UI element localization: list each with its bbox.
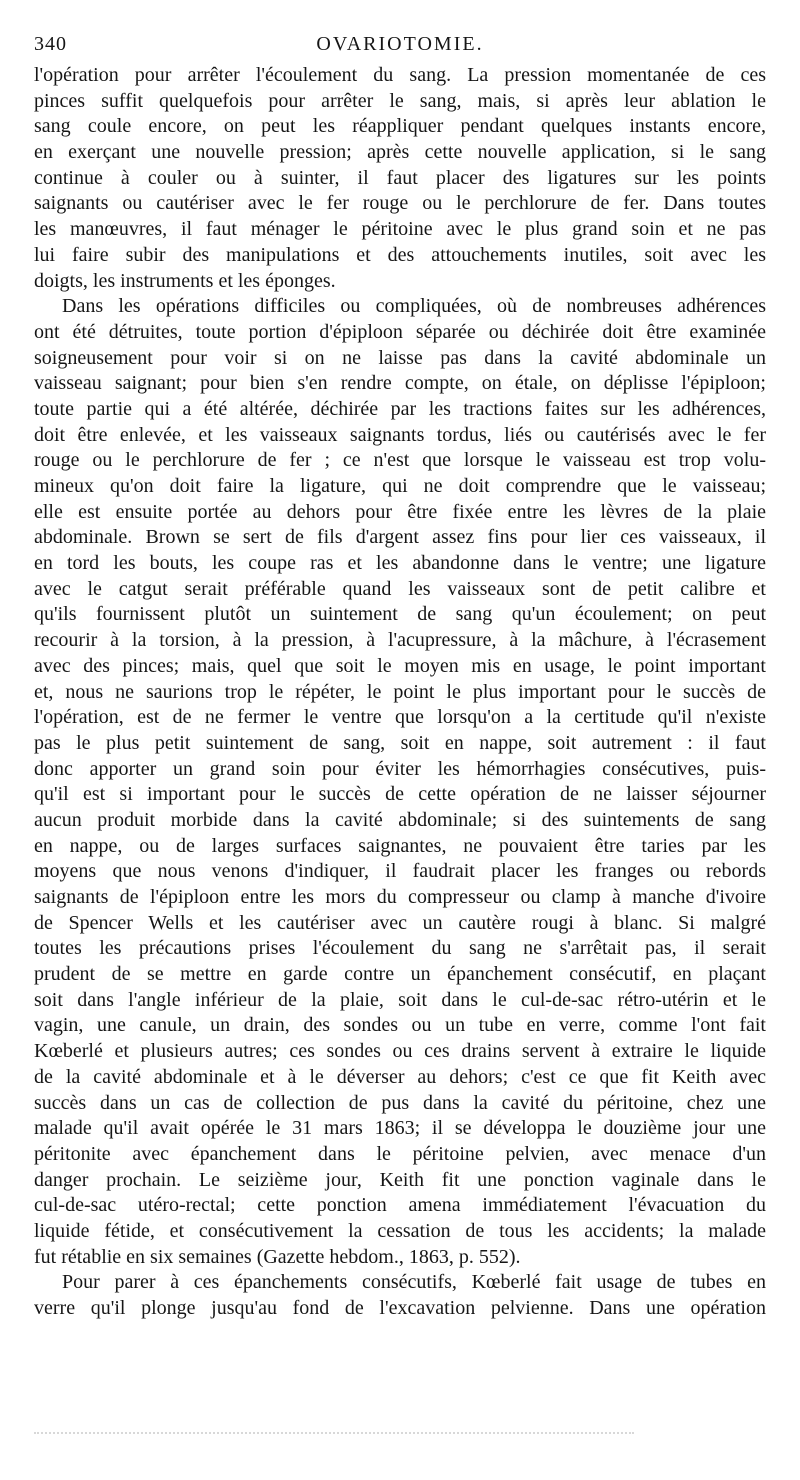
text-line: Kœberlé et plusieurs autres; ces sondes ou ces drains servent à extraire le liquide (34, 1040, 766, 1063)
text-line: les manœuvres, il faut ménager le péritoine avec le plus grand soin et ne pas (34, 218, 766, 241)
text-line: moyens que nous venons d'indiquer, il faudrait placer les franges ou rebords (34, 860, 766, 883)
text-line: soit dans l'angle inférieur de la plaie, soit dans le cul-de-sac rétro-utérin et le (34, 988, 766, 1011)
text-line: prudent de se mettre en garde contre un épanchement consécutif, en plaçant (34, 963, 766, 986)
text-line: vaisseau saignant; pour bien s'en rendre compte, on étale, on déplisse l'épiploon; (34, 372, 766, 395)
text-line: avec le catgut serait préférable quand les vaisseaux sont de petit calibre et (34, 577, 766, 600)
paragraph-end-line: fut rétablie en six semaines (Gazette hebdom., 1863, p. 552). (34, 1245, 521, 1268)
text-line: mineux qu'on doit faire la ligature, qui ne doit comprendre que le vaisseau; (34, 475, 766, 497)
text-line: l'opération pour arrêter l'écoulement du sang. La pression momentanée de ces (34, 64, 766, 86)
text-line: elle est ensuite portée au dehors pour être fixée entre les lèvres de la plaie (34, 500, 766, 523)
running-head (34, 30, 766, 58)
text-line: saignants ou cautériser avec le fer rouge ou le perchlorure de fer. Dans toutes (34, 192, 766, 215)
body-text (34, 63, 766, 1322)
text-line: pas le plus petit suintement de sang, soit en nappe, soit autrement : il faut (34, 731, 766, 754)
text-line: abdominale. Brown se sert de fils d'argent assez fins pour lier ces vaisseaux, il (34, 526, 766, 549)
text-line: sang coule encore, on peut les réappliquer pendant quelques instants encore, (34, 115, 766, 138)
text-line: qu'ils fournissent plutôt un suintement de sang qu'un écoulement; on peut (34, 603, 766, 626)
text-line: pinces suffit quelquefois pour arrêter le sang, mais, si après leur ablation le (34, 89, 766, 112)
paragraph-first-line: Pour parer à ces épanchements consécutifs, Kœberlé fait usage de tubes en (62, 1271, 766, 1294)
text-line: recourir à la torsion, à la pression, à l'acupressure, à la mâchure, à l'écrasement (34, 629, 766, 652)
running-title: OVARIOTOMIE. (316, 33, 484, 55)
text-line: en exerçant une nouvelle pression; après cette nouvelle application, si le sang (34, 141, 766, 164)
text-line: donc apporter un grand soin pour éviter les hémorrhagies consécutives, puis- (34, 757, 766, 780)
text-line: soigneusement pour voir si on ne laisse pas dans la cavité abdominale un (34, 346, 766, 369)
text-line: lui faire subir des manipulations et des attouchements inutiles, soit avec les (34, 243, 766, 266)
text-line: verre qu'il plonge jusqu'au fond de l'excavation pelvienne. Dans une opération (34, 1297, 766, 1319)
text-line: vagin, une canule, un drain, des sondes ou un tube en verre, comme l'ont fait (34, 1014, 766, 1037)
text-line: l'opération, est de ne fermer le ventre que lorsqu'on a la certitude qu'il n'existe (34, 706, 766, 729)
text-line: aucun produit morbide dans la cavité abdominale; si des suintements de sang (34, 808, 766, 831)
text-line: ont été détruites, toute portion d'épiploon séparée ou déchirée doit être examinée (34, 320, 766, 343)
text-line: toutes les précautions prises l'écoulement du sang ne s'arrêtait pas, il serait (34, 937, 766, 960)
text-line: succès dans un cas de collection de pus dans la cavité du péritoine, chez une (34, 1091, 766, 1114)
text-line: saignants de l'épiploon entre les mors du compresseur ou clamp à manche d'ivoire (34, 886, 766, 908)
faint-show-through-line (34, 1432, 634, 1440)
text-line: de la cavité abdominale et à le déverser au dehors; c'est ce que fit Keith avec (34, 1065, 766, 1088)
paragraph-end-line: doigts, les instruments et les éponges. (34, 269, 336, 292)
text-line: avec des pinces; mais, quel que soit le moyen mis en usage, le point important (34, 654, 766, 677)
text-line: et, nous ne saurions trop le répéter, le point le plus important pour le succès de (34, 680, 766, 703)
text-line: en tord les bouts, les coupe ras et les abandonne dans le ventre; une ligature (34, 552, 766, 575)
page-number: 340 (34, 33, 67, 55)
text-line: danger prochain. Le seizième jour, Keith fit une ponction vaginale dans le (34, 1168, 766, 1191)
text-line: liquide fétide, et consécutivement la cessation de tous les accidents; la malade (34, 1219, 766, 1242)
text-line: doit être enlevée, et les vaisseaux saignants tordus, liés ou cautérisés avec le fer (34, 423, 766, 446)
text-line: continue à couler ou à suinter, il faut placer des ligatures sur les points (34, 166, 766, 189)
text-line: qu'il est si important pour le succès de cette opération de ne laisser séjourner (34, 783, 766, 806)
text-line: toute partie qui a été altérée, déchirée par les tractions faites sur les adhérences, (34, 397, 766, 420)
text-line: en nappe, ou de larges surfaces saignantes, ne pouvaient être taries par les (34, 834, 766, 857)
text-line: rouge ou le perchlorure de fer ; ce n'est que lorsque le vaisseau est trop volu- (34, 449, 766, 472)
text-line: cul-de-sac utéro-rectal; cette ponction amena immédiatement l'évacuation du (34, 1194, 766, 1217)
paragraph-first-line: Dans les opérations difficiles ou compliquées, où de nombreuses adhérences (62, 295, 766, 318)
text-line: de Spencer Wells et les cautériser avec un cautère rougi à blanc. Si malgré (34, 911, 766, 934)
text-line: malade qu'il avait opérée le 31 mars 1863; il se développa le douzième jour une (34, 1117, 766, 1140)
text-line: péritonite avec épanchement dans le péritoine pelvien, avec menace d'un (34, 1142, 766, 1165)
